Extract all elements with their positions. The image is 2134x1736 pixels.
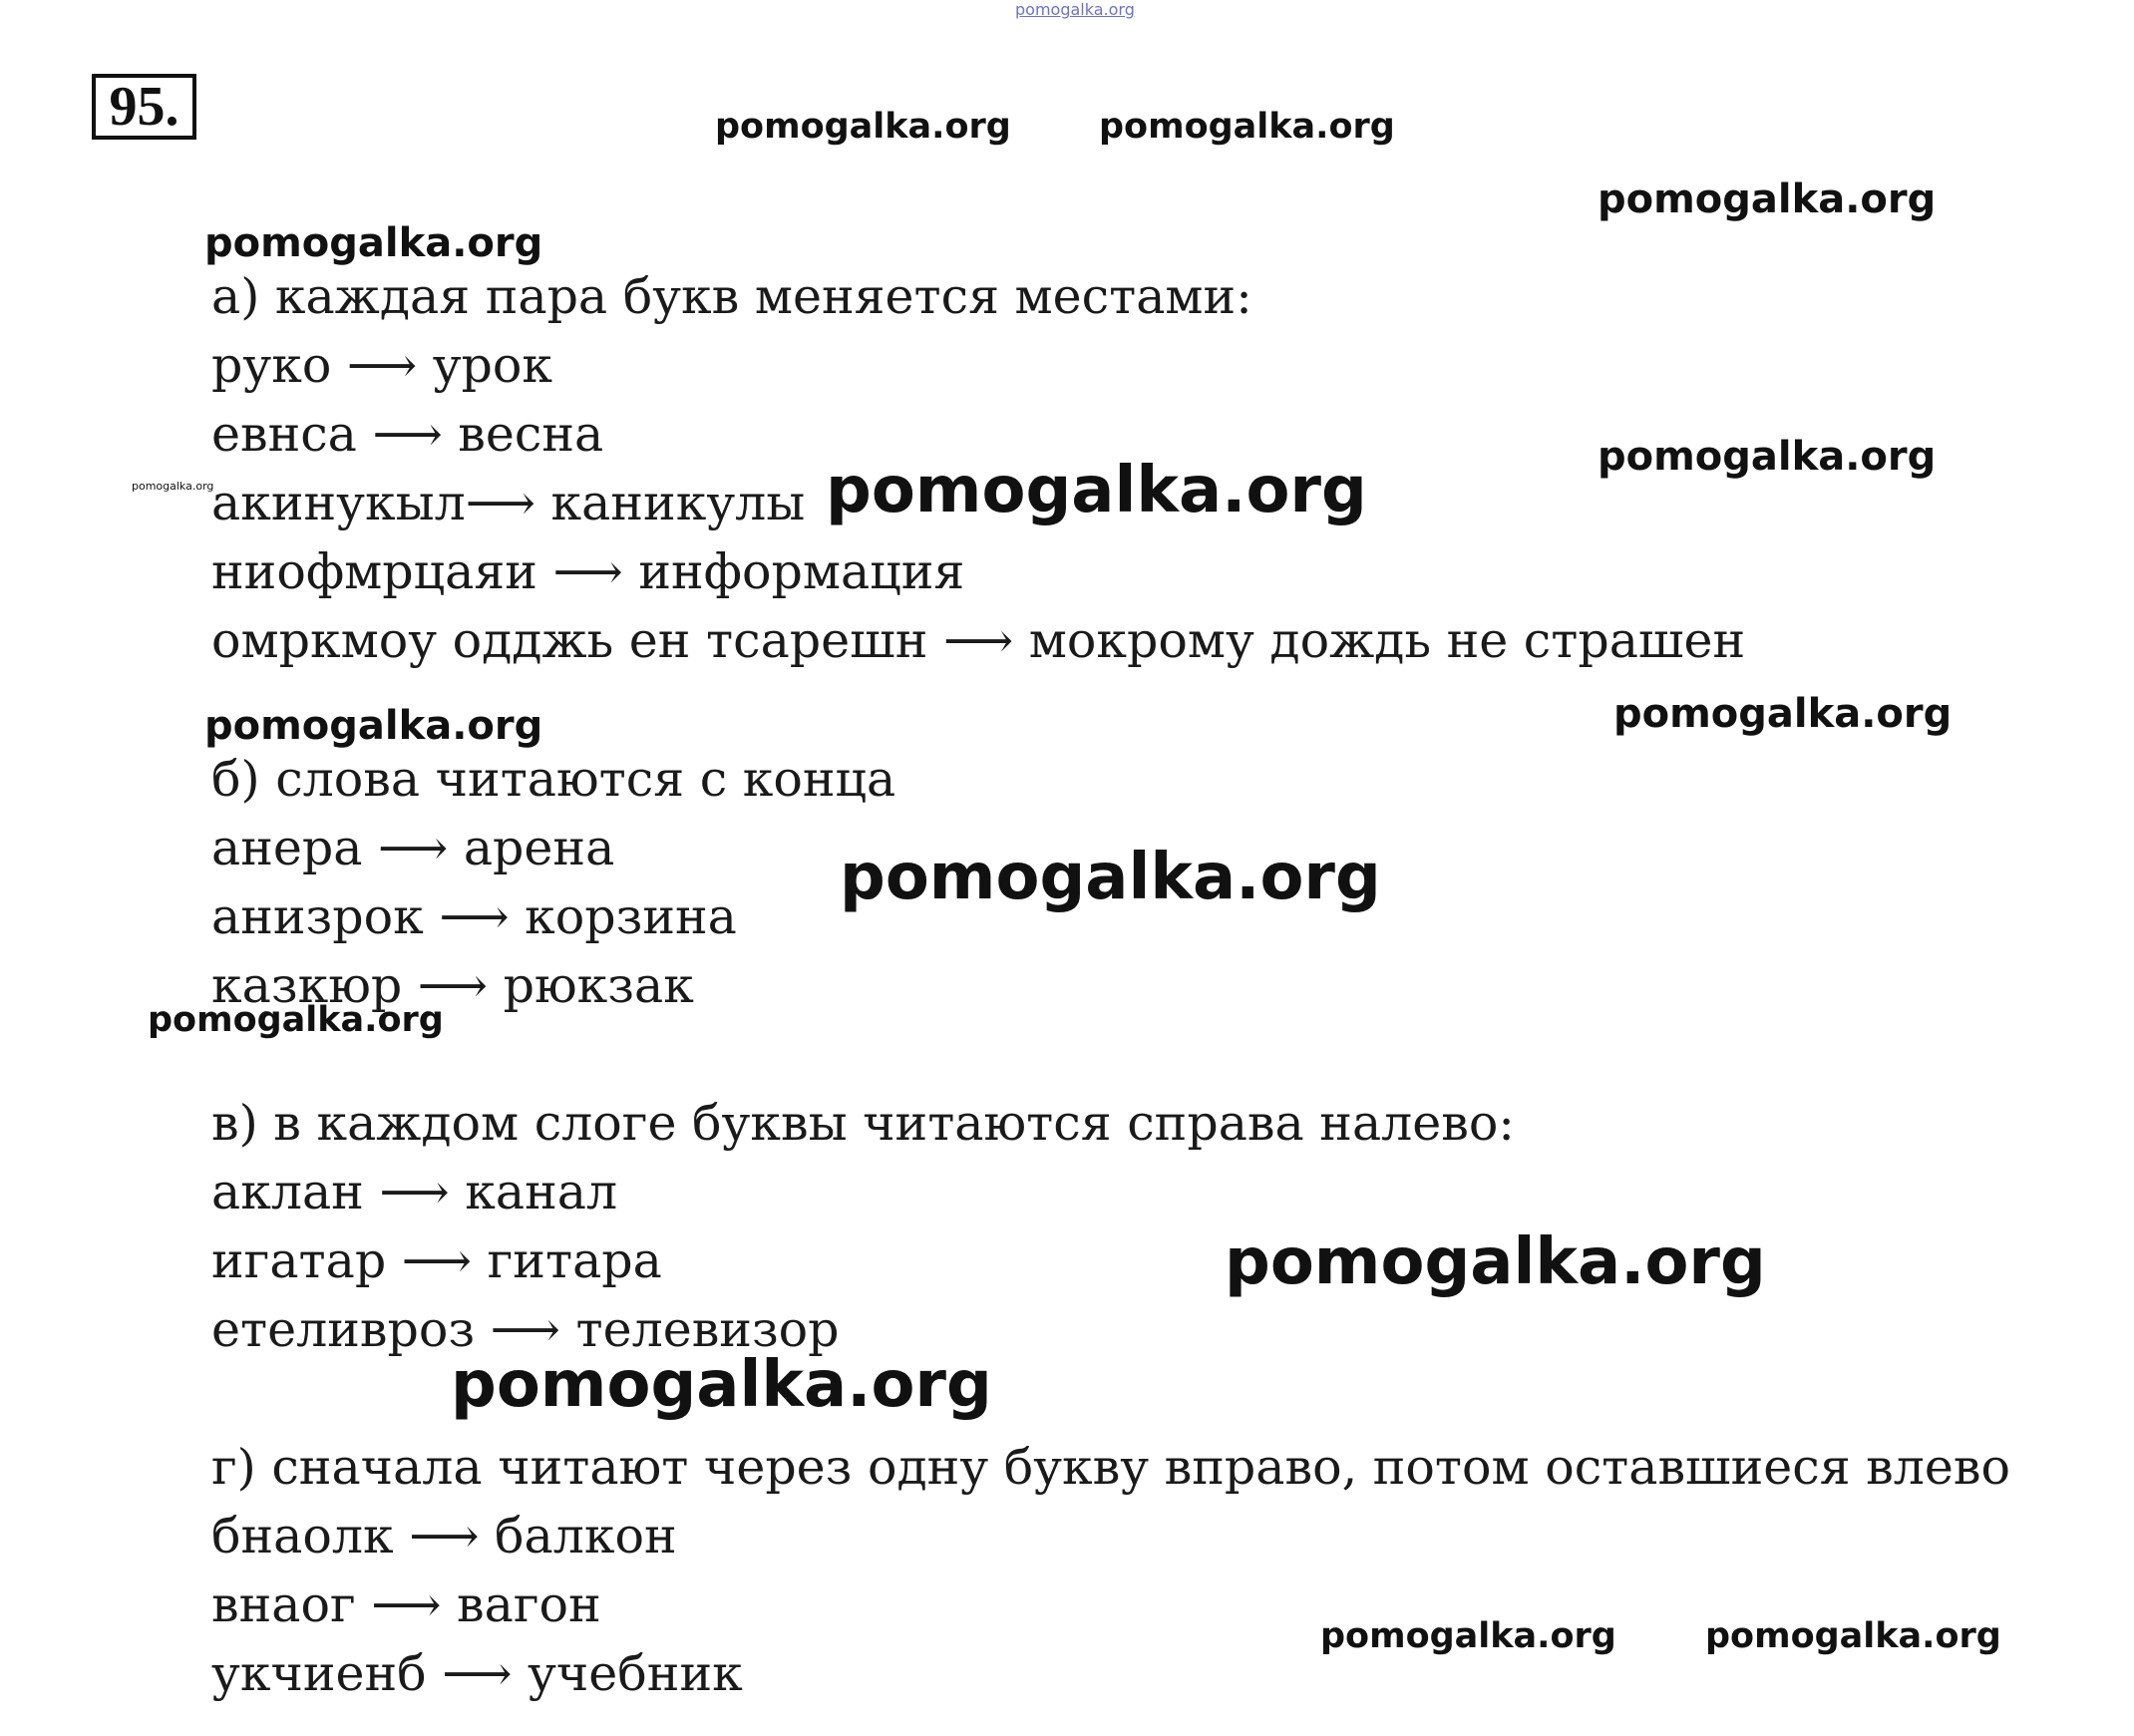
section-a-item: омркмоу одджь ен тсарешн ⟶ мокрому дождь не страшен <box>211 612 1746 669</box>
watermark: pomogalka.org <box>148 1000 444 1040</box>
section-a-item: ниофмрцаяи ⟶ информация <box>211 543 965 600</box>
watermark: pomogalka.org <box>1225 1225 1766 1299</box>
section-d-item: внаог ⟶ вагон <box>211 1576 601 1633</box>
section-d-item: бнаолк ⟶ балкон <box>211 1508 677 1564</box>
watermark: pomogalka.org <box>840 841 1381 914</box>
section-b-item: анизрок ⟶ корзина <box>211 888 737 945</box>
section-a-item: акинукыл⟶ каникулы <box>211 475 806 531</box>
watermark: pomogalka.org <box>826 454 1367 527</box>
watermark: pomogalka.org <box>1705 1616 2001 1656</box>
exercise-number: 95. <box>92 74 196 140</box>
watermark: pomogalka.org <box>1613 691 1953 737</box>
section-b-heading: б) слова читаются с конца <box>211 751 896 808</box>
section-d-item: укчиенб ⟶ учебник <box>211 1645 743 1702</box>
watermark-top: pomogalka.org <box>1015 0 1135 19</box>
section-c-item: игатар ⟶ гитара <box>211 1232 662 1289</box>
watermark: pomogalka.org <box>1099 107 1395 147</box>
section-a-item: руко ⟶ урок <box>211 337 553 394</box>
section-b-item: анера ⟶ арена <box>211 820 615 876</box>
section-b-item: казкюр ⟶ рюкзак <box>211 957 694 1014</box>
watermark: pomogalka.org <box>1320 1616 1616 1656</box>
watermark: pomogalka.org <box>451 1348 992 1422</box>
section-a-heading: а) каждая пара букв меняется местами: <box>211 268 1252 325</box>
watermark: pomogalka.org <box>132 480 214 493</box>
watermark: pomogalka.org <box>1598 176 1937 222</box>
watermark: pomogalka.org <box>1598 434 1937 480</box>
watermark: pomogalka.org <box>204 220 543 266</box>
watermark: pomogalka.org <box>204 703 543 749</box>
section-c-item: етеливроз ⟶ телевизор <box>211 1301 840 1358</box>
section-d-heading: г) сначала читают через одну букву вправо, потом оставшиеся влево <box>211 1439 2010 1496</box>
watermark: pomogalka.org <box>715 107 1011 147</box>
section-a-item: евнса ⟶ весна <box>211 406 604 463</box>
section-c-heading: в) в каждом слоге буквы читаются справа налево: <box>211 1095 1515 1152</box>
section-c-item: аклан ⟶ канал <box>211 1164 618 1220</box>
